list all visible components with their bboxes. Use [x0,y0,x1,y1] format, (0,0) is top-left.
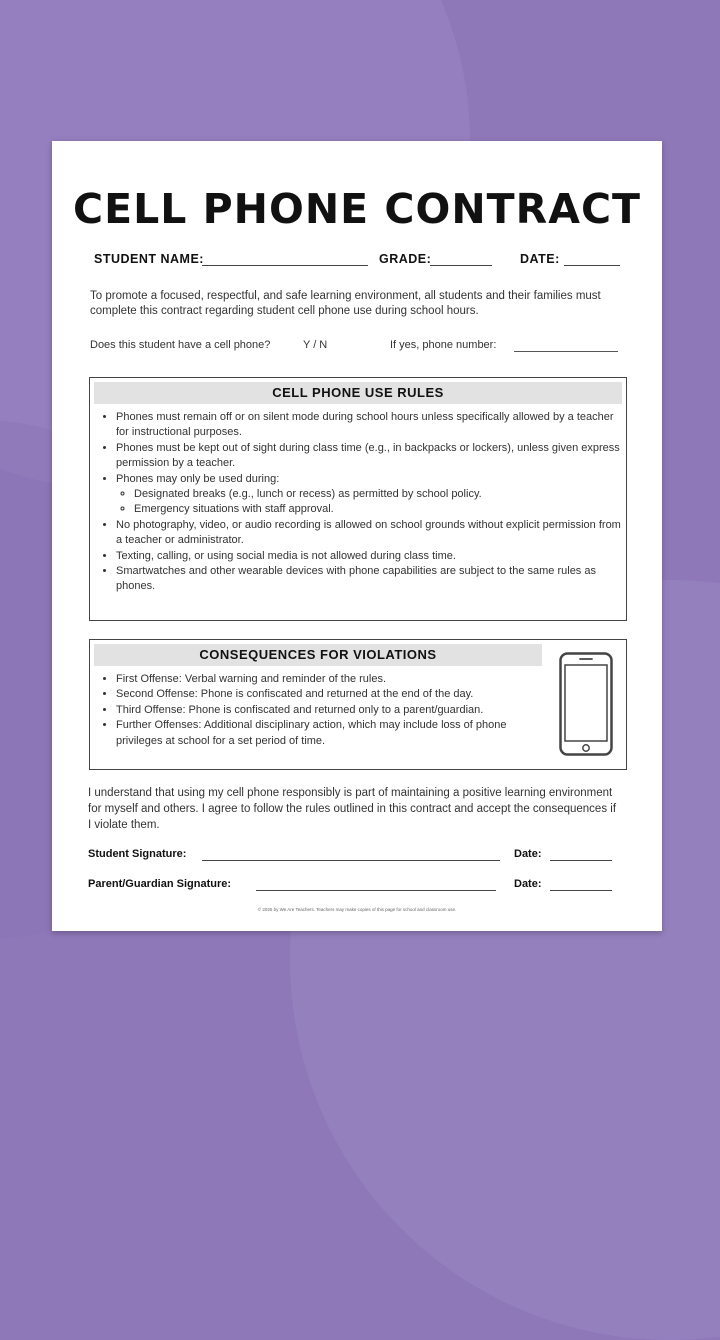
list-item: • Texting, calling, or using social media is not allowed during class time. [116,549,626,564]
intro-text: To promote a focused, respectful, and safe learning environment, all students and their families must complete this contract regarding student cell phone use during school hours. [90,290,601,317]
date-label: Date: [514,848,542,860]
parent-signature-row [88,878,622,896]
student-name-line[interactable] [202,265,368,266]
list-item: • Further Offenses: Additional disciplinary action, which may include loss of phone privileges at school for a set period of time. [116,718,556,749]
page-title: CELL PHONE CONTRACT [72,185,641,233]
sub-list-item: ◦ Designated breaks (e.g., lunch or recess) as permitted by school policy. [134,487,626,502]
rules-box [89,377,627,621]
sub-list-item: ◦ Emergency situations with staff approval. [134,502,626,517]
rules-heading: CELL PHONE USE RULES [94,382,622,404]
copyright-footer: © 2025 by We Are Teachers. Teachers may make copies of this page for school and classroom use. [257,907,457,912]
student-signature-line[interactable] [202,860,500,861]
student-signature-row [88,848,622,866]
phone-number-label: If yes, phone number: [390,339,497,351]
consequences-box [89,639,627,770]
date-line[interactable] [550,890,612,891]
consequences-list [90,672,556,749]
grade-label: GRADE: [379,252,432,266]
rules-list [90,410,626,595]
parent-signature-label: Parent/Guardian Signature: [88,878,232,890]
list-item: • No photography, video, or audio recording is allowed on school grounds without explicit permission from a teacher or administrator. [116,518,626,549]
student-name-label: STUDENT NAME: [94,252,204,266]
list-item: • Third Offense: Phone is confiscated and returned only to a parent/guardian. [116,703,556,718]
date-label: DATE: [520,252,560,266]
consequences-heading: CONSEQUENCES FOR VIOLATIONS [94,644,542,666]
list-item-text: Phones may only be used during: [116,472,280,485]
student-info-row [94,248,620,270]
date-line[interactable] [550,860,612,861]
list-item: • First Offense: Verbal warning and reminder of the rules. [116,672,556,687]
sub-list [116,487,626,518]
date-label: Date: [514,878,542,890]
list-item [116,472,626,518]
phone-question-row [90,339,624,355]
smartphone-icon [559,652,613,756]
phone-number-line[interactable] [514,351,618,352]
contract-page [52,141,662,931]
list-item: • Phones must be kept out of sight during class time (e.g., in backpacks or lockers), unless given express permission by a teacher. [116,441,626,472]
parent-signature-line[interactable] [256,890,496,891]
yes-no-option[interactable]: Y / N [303,339,328,351]
list-item: • Smartwatches and other wearable devices with phone capabilities are subject to the same rules as phones. [116,564,626,595]
student-signature-label: Student Signature: [88,848,187,860]
has-phone-question: Does this student have a cell phone? [90,339,271,351]
agreement-text: I understand that using my cell phone responsibly is part of maintaining a positive learning environment for myself and others. I agree to follow the rules outlined in this contract and accept the consequences if I violate them. [88,787,617,831]
list-item: • Phones must remain off or on silent mode during school hours unless specifically allowed by a teacher for instructional purposes. [116,410,626,441]
grade-line[interactable] [430,265,492,266]
list-item: • Second Offense: Phone is confiscated and returned at the end of the day. [116,687,556,702]
date-line[interactable] [564,265,620,266]
